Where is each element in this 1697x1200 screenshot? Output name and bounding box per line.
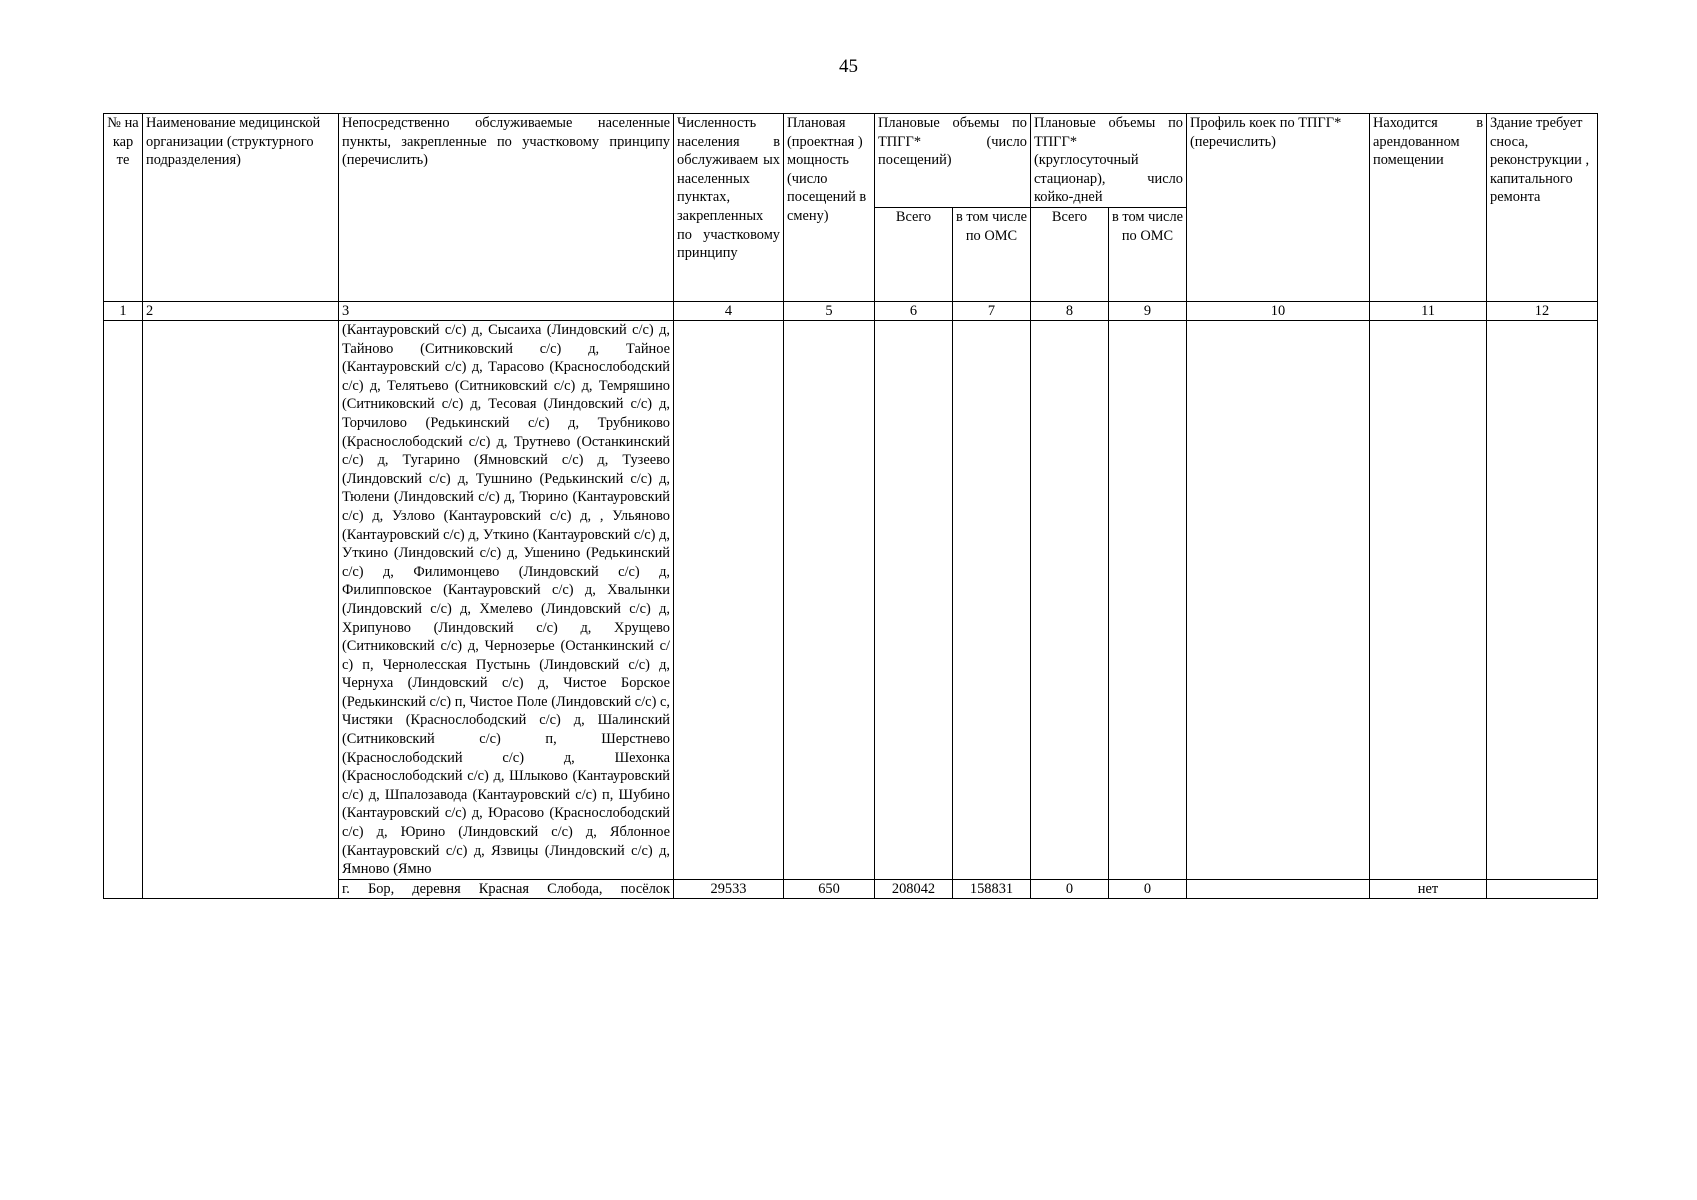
beddays-total-cell [1031, 321, 1109, 880]
rented-cell: нет [1370, 879, 1487, 898]
visits-oms-cell: 158831 [953, 879, 1031, 898]
bed-profile-cell [1187, 879, 1370, 898]
header-visits-total: Всего [875, 207, 953, 301]
population-cell: 29533 [674, 879, 784, 898]
header-rented: Находится в арендованном помещении [1370, 114, 1487, 302]
column-number: 4 [674, 302, 784, 321]
page-number: 45 [839, 56, 858, 77]
header-map-number: № на кар те [104, 114, 143, 302]
capacity-cell [784, 321, 875, 880]
header-beddays-total: Всего [1031, 207, 1109, 301]
localities-cell: (Кантауровский с/с) д, Сысаиха (Линдовский с/с) д, Тайново (Ситниковский с/с) д, Тайное (Кантауровский с/с) д, Тарасово (Краснослободский с/с) д, Телятьево (Ситниковский с/с) д, Темряшино (Ситниковский с/с) д, Тесовая (Линдовский с/с) д, Торчилово (Редькинский с/с) д, Трубниково (Краснослободский с/с) д, Трутнево (Останкинский с/с) д, Тугарино (Ямновский с/с) д, Тузеево (Линдовский с/с) д, Тушнино (Редькинский с/с) д, Тюлени (Линдовский с/с) д, Тюрино (Кантауровский с/с) д, Узлово (Кантауровский с/с) д, , Ульяново (Кантауровский с/с) д, Уткино (Кантауровский с/с) д, Уткино (Линдовский с/с) д, Ушенино (Редькинский с/с) д, Филимонцево (Линдовский с/с) д, Филипповское (Кантауровский с/с) д, Хвалынки (Линдовский с/с) д, Хмелево (Линдовский с/с) д, Хрипуново (Линдовский с/с) д, Хрущево (Ситниковский с/с) д, Чернозерье (Останкинский с/с) п, Чернолесская Пустынь (Линдовский с/с) д, Чернуха (Линдовский с/с) д, Чистое Борское (Редькинский с/с) п, Чистое Поле (Линдовский с/с) с, Чистяки (Краснослободский с/с) д, Шалинский (Ситниковский с/с) п, Шерстнево (Краснослободский с/с) д, Шехонка (Краснослободский с/с) д, Шлыково (Кантауровский с/с) д, Шпалозавода (Кантауровский с/с) п, Шубино (Кантауровский с/с) д, Юрасово (Краснослободский с/с) д, Юрино (Линдовский с/с) д, Яблонное (Кантауровский с/с) д, Язвицы (Линдовский с/с) д, Ямново (Ямно [339, 321, 674, 880]
organization-cell [143, 321, 339, 899]
column-number: 2 [143, 302, 339, 321]
header-beddays-oms: в том числе по ОМС [1109, 207, 1187, 301]
rented-cell [1370, 321, 1487, 880]
column-number: 12 [1487, 302, 1598, 321]
building-cell [1487, 321, 1598, 880]
visits-total-cell: 208042 [875, 879, 953, 898]
column-number: 8 [1031, 302, 1109, 321]
beddays-oms-cell [1109, 321, 1187, 880]
beddays-oms-cell: 0 [1109, 879, 1187, 898]
header-organization: Наименование медицинской организации (структурного подразделения) [143, 114, 339, 302]
column-number: 9 [1109, 302, 1187, 321]
header-localities: Непосредственно обслуживаемые населенные пункты, закрепленные по участковому принципу (перечислить) [339, 114, 674, 302]
beddays-total-cell: 0 [1031, 879, 1109, 898]
population-cell [674, 321, 784, 880]
column-number: 3 [339, 302, 674, 321]
header-beddays: Плановые объемы по ТПГГ* (круглосуточный стационар), число койко-дней [1031, 114, 1187, 208]
header-row-1 [104, 114, 1598, 208]
column-number: 1 [104, 302, 143, 321]
header-bed-profile: Профиль коек по ТПГГ* (перечислить) [1187, 114, 1370, 302]
column-number: 5 [784, 302, 875, 321]
column-number: 10 [1187, 302, 1370, 321]
map-number-cell [104, 321, 143, 899]
column-number: 6 [875, 302, 953, 321]
table-row [104, 321, 1598, 880]
visits-oms-cell [953, 321, 1031, 880]
visits-total-cell [875, 321, 953, 880]
header-visits-oms: в том числе по ОМС [953, 207, 1031, 301]
capacity-cell: 650 [784, 879, 875, 898]
facilities-table [103, 113, 1598, 899]
column-number-row [104, 302, 1598, 321]
column-number: 11 [1370, 302, 1487, 321]
column-number: 7 [953, 302, 1031, 321]
header-population: Численность населения в обслуживаем ых населенных пунктах, закрепленных по участковому принципу [674, 114, 784, 302]
localities-cell: г. Бор, деревня Красная Слобода, посёлок [339, 879, 674, 898]
header-building: Здание требует сноса, реконструкции , капитального ремонта [1487, 114, 1598, 302]
building-cell [1487, 879, 1598, 898]
bed-profile-cell [1187, 321, 1370, 880]
header-visits: Плановые объемы по ТПГГ* (число посещений) [875, 114, 1031, 208]
header-capacity: Плановая (проектная ) мощность (число посещений в смену) [784, 114, 875, 302]
